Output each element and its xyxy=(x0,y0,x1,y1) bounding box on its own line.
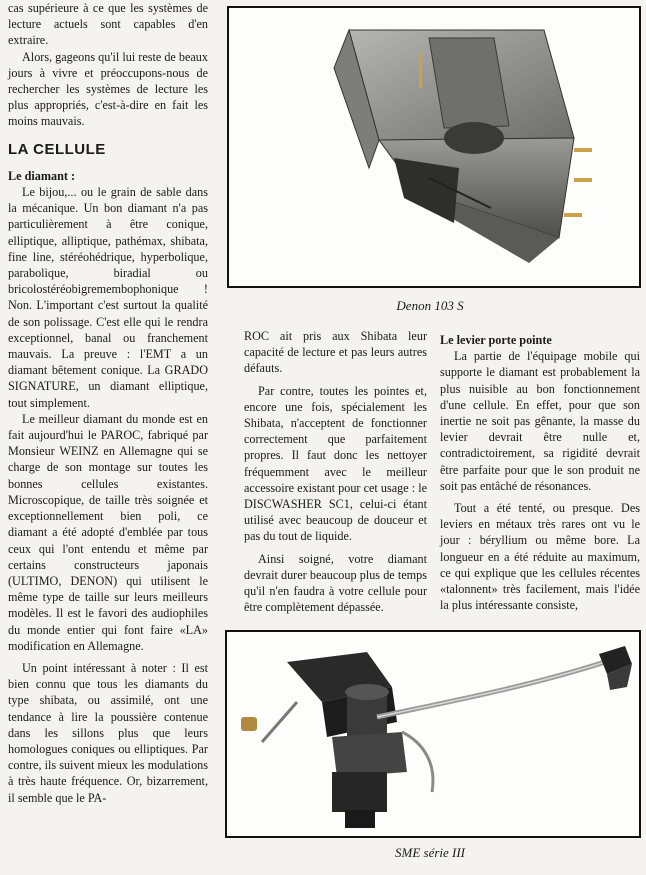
paragraph: Ainsi soigné, votre diamant devrait durer beaucoup plus de temps qu'il n'en faudra à votre cellule pour être complètement dépassée. xyxy=(244,551,427,615)
paragraph: La partie de l'équipage mobile qui supporte le diamant est probablement la plus nuisible au bon fonctionnement d'une cellule. En effet, pour que son inertie ne soit pas gênante, la masse du levier devrait être nulle et, contradictoirement, sa rigidité devrait être parfaite pour que le son produit ne soit pas entâché de résonances. xyxy=(440,349,640,493)
paragraph: Le bijou,... ou le grain de sable dans la mécanique. Un bon diamant n'a pas particulièrement à être conique, elliptique, alliptique, pathémax, shibata, fine line, stéréohédrique, hyperbolique, parabolique, biradial ou bricolostéréobigremembophonique ! Non. L'important c'est surtout la qualité de son polissage. C'est elle qui le rendra exceptionnel, banal ou franchement mauvais. La preuve : l'EMT a un diamant bêtement conique. La GRADO SIGNATURE, un diamant elliptique, tout simplement. xyxy=(8,185,208,410)
column-middle xyxy=(244,328,427,615)
subheading-diamant: Le diamant : xyxy=(8,168,76,183)
paragraph: cas supérieure à ce que les systèmes de lecture actuels sont capables d'en extraire. xyxy=(8,1,208,48)
paragraph: Par contre, toutes les pointes et, encore une fois, spécialement les Shibata, n'acceptent de fonctionner correctement que parfaitement propres. Il faut donc les nettoyer fréquemment avec le meilleur accessoire existant pour cet usage : le DISCWASHER SC1, celui-ci étant utilisé avec beaucoup de douceur et pas du tout de liquide. xyxy=(244,383,427,544)
caption-figure-1: Denon 103 S xyxy=(396,298,464,313)
tonearm-illustration xyxy=(227,632,639,836)
paragraph: Tout a été tenté, ou presque. Des leviers en métaux très rares ont vu le jour : béryllium ou même bore. La longueur en a été réduite au maximum, ce qui explique que les cellules récentes «talonnent» très facilement, mais l'idée la plus intéressante consiste, xyxy=(440,501,640,613)
photo-sme-tonearm xyxy=(225,630,641,838)
caption-figure-2: SME série III xyxy=(394,845,466,860)
paragraph: Alors, gageons qu'il lui reste de beaux jours à vivre et préoccupons-nous de rechercher les systèmes de lecture les plus appropriés, c'est-à-dire en fait les moins mauvais. xyxy=(8,49,208,129)
paragraph: Le meilleur diamant du monde est en fait aujourd'hui le PAROC, fabriqué par Monsieur WEINZ en Allemagne qui se charge de son montage sur toutes les bonnes cellules existantes. Microscopique, de taille très soignée et exceptionnellement bien poli, ce diamant a été adopté d'emblée par tous ceux qui l'ont entendu et même par certains constructeurs japonais (ULTIMO, DENON) qui utilisent le même type de taille sur leurs meilleurs modèles. Il est le favori des audiophiles du monde entier qui font faire «LA» modification en Allemagne. xyxy=(8,411,208,653)
subheading-levier: Le levier porte pointe xyxy=(440,333,552,347)
paragraph: ROC ait pris aux Shibata leur capacité de lecture et pas leurs autres défauts. xyxy=(244,329,427,376)
column-right xyxy=(440,332,640,613)
photo-denon-cartridge xyxy=(227,6,641,288)
paragraph: Un point intéressant à noter : Il est bien connu que tous les diamants du type shibata, ou assimilé, ont une tendance à lire la poussière contenue dans les sillons plus que leurs homologues coniques ou elliptiques. Par contre, ils suivent mieux les modulations à très haute fréquence. Or, bizarrement, il semble que le PA- xyxy=(8,660,208,805)
section-heading: LA CELLULE xyxy=(8,140,106,158)
column-left xyxy=(8,0,208,806)
cartridge-illustration xyxy=(229,8,639,286)
